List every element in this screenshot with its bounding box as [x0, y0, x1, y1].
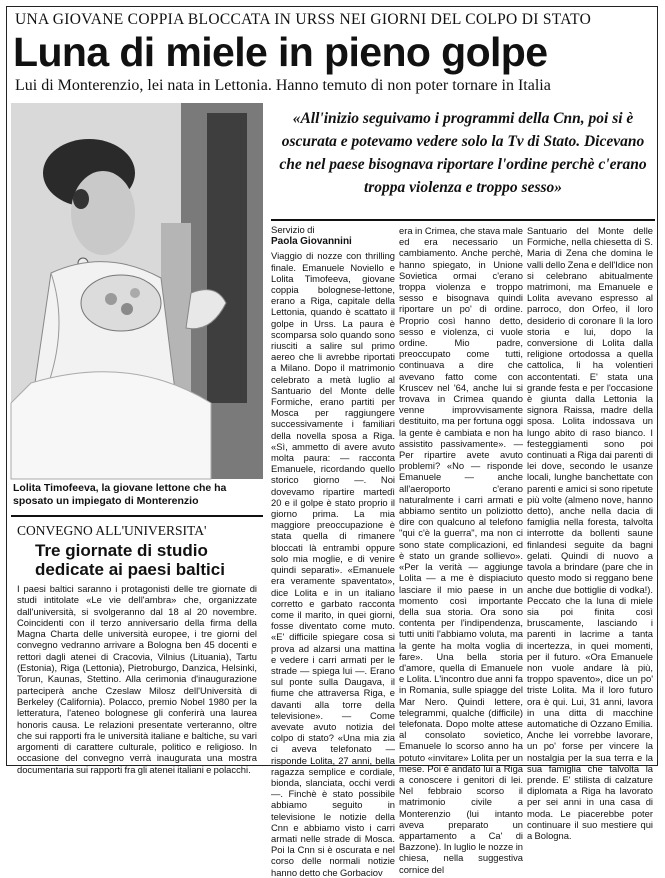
bride-photo — [11, 103, 263, 479]
column-text: era in Crimea, che stava male ed era necessario un cambiamento. Anche perchè, hanno spiegato, in Unione Sovietica ormai c'erano troppa violenza e troppo sesso e bisognava quindi riportare un po' di ordine. Proprio così hanno detto, sesso e violenza, ci vuole ordine. Mio padre, preoccupato come tutti, continuava a dire che avevano fatto come con Kruscev nel '64, anche lui si trovava in Crimea quando venne improvvisamente destituito, ma per fortuna oggi la gente è cambiata e non ha assistito passivamente». — Per ripartire avete avuto problemi? «No — risponde Emanuele — anche all'aeroporto c'erano naturalmente i carri armati e abbiamo sentito un poliziotto dire con qualcuno al telefono "qui c'è la guerra", ma non ci sono state complicazioni, ed è stato un grande sollievo». «Per la verità — aggiunge Lolita — a me è dispiaciuto lasciare il mio paese in un momento così importante della sua storia. Ora sono contenta per l'indipendenza, tutti uniti l'abbiamo voluta, ma la gente ha molta voglia di fare». Una bella storia d'amore, quella di Emanuele e Lolita. L'incontro due anni fa in Romania, sulle spiagge del Mar Nero. Quindi lettere, telegrammi, qualche (difficile) telefonata. Dopo molte attese al consolato sovietico, Emanuele lo scorso anno ha potuto «invitare» Lolita per un mese. Poi è andato lui a Riga a conoscere i genitori di lei. Nel febbraio scorso il matrimonio civile a Monterenzio (lui intanto aveva preparato un appartamento a Ca' di Bazzone). In luglio le nozze in chiesa, nella suggestiva cornice del — [399, 225, 523, 875]
article-kicker: UNA GIOVANE COPPIA BLOCCATA IN URSS NEI GIORNI DEL COLPO DI STATO — [15, 11, 592, 28]
article-column-2 — [399, 225, 523, 875]
sidebar-box — [11, 515, 263, 775]
newspaper-clipping — [6, 6, 658, 878]
pull-quote: «All'inizio seguivamo i programmi della Cnn, poi si è oscurata e potevamo vedere solo la Tv di Stato. Dicevano che nel paese bisognava riportare l'ordine perchè c'erano troppa violenza e troppo sesso» — [279, 110, 647, 196]
sidebar-kicker: CONVEGNO ALL'UNIVERSITA' — [17, 523, 207, 538]
sidebar-title: Tre giornate di studio dedicate ai paesi baltici — [35, 541, 225, 579]
column-text: Viaggio di nozze con thrilling finale. Emanuele Noviello e Lolita Timofeeva, giovane coppia bolognese-lettone, erano a Riga, capitale della Lettonia, quando è scattato il golpe in Urss. La paura è scomparsa solo quando sono riusciti a salire sul primo aereo che li avrebbe riportati a Milano. Dopo il matrimonio celebrato a metà luglio al Santuario del Monte delle Formiche, erano partiti per Mosca per raggiungere successivamente i familiari della novella sposa a Riga. «Sì, ammetto di avere avuto molta paura: — racconta Emanuele, ricordando quello storico giorno —. Noi dovevamo ripartire martedì 20 e il golpe è stato proprio il giorno prima. La mia maggiore preoccupazione è stata quella di rimanere bloccati là entrambi oppure solo mia moglie, e di venire quindi separati». «Emanuele era veramente spaventato», dice Lolita e in un italiano corretto e garbato racconta come il marito, in quei giorni, fosse diventato come muto. «E' difficile spiegare cosa si prova ad alzarsi una mattina e vedere i carri armati per le strade — spiega lui —. Erano sul ponte sulla Daugava, il fiume che attraversa Riga, e davanti alla torre della televisione». — Come avevate avuto notizia del colpo di stato? «Una mia zia ci aveva telefonato — risponde Lolita, 27 anni, bella ragazza semplice e cordiale, bionda, slanciata, occhi verdi —. Finchè è stato possibile abbiamo seguito in televisione le notizie della Cnn e abbiamo visto i carri armati nelle strade di Mosca. Poi la Cnn si è oscurata e nel corso delle normali notizie hanno detto che Gorbaciov — [271, 250, 395, 878]
article-subhead: Lui di Monterenzio, lei nata in Lettonia. Hanno temuto di non poter tornare in Italia — [15, 77, 551, 94]
byline-name: Paola Giovannini — [271, 236, 352, 248]
article-column-1 — [271, 225, 395, 878]
sidebar-body: I paesi baltici saranno i protagonisti delle tre giornate di studi intitolate «Le vie dell'ambra» che, organizzate dall'università, si svolgeranno dal 18 al 20 novembre. Coincidenti con il terzo anniversario della firma della Magna Charta delle università europee, i tre giorni del convegno vedranno arrivare a Bologna ben 45 docenti e rettori dagli atenei di Cracovia, Vilnius (Lituania), Tartu (Estonia), Riga (Lettonia), Pietroburgo, Danzica, Helsinki, Torun, Kaunas, Stettino. Alla cerimonia d'inaugurazione parteciperà anche Czeslaw Milosz dell'Università di Berkeley (California). Polacco, premio Nobel 1980 per la letteratura, l'ateneo bolognese gli conferirà una laurea honoris causa. Le relazioni presentate verteranno, oltre che sui rapporti fra le università italiane e baltiche, su vari argomenti di carattere culturale, politico e religioso. In occasione del convegno verrà inaugurata una mostra documentaria sui rapporti fra gli atenei italiani e polacchi. — [17, 583, 257, 775]
article-column-3 — [527, 225, 653, 841]
photo-caption: Lolita Timofeeva, la giovane lettone che ha sposato un impiegato di Monterenzio — [13, 482, 227, 507]
divider-rule — [271, 219, 655, 221]
byline-label: Servizio di — [271, 225, 315, 236]
article-headline: Luna di miele in pieno golpe — [13, 29, 548, 75]
column-text: Santuario del Monte delle Formiche, nella chiesetta di S. Maria di Zena che domina le valli dello Zena e dell'Idice non si celebrano abitualmente matrimoni, ma Emanuele e Lolita avevano espresso al parroco, don Orfeo, il loro desiderio di coronare lì la loro storia e lui, dopo la conversione di Lolita dalla religione ortodossa a quella cattolica, li ha volentieri accontentati. E' stata una grande festa e per l'occasione è giunta dalla Lettonia la signora Raissa, madre della sposa. Lolita indossava un lungo abito di raso bianco. I festeggiamenti sono poi continuati a Riga dai parenti di lei dove, secondo le usanze locali, lunghe banchettate con parenti e amici si sono ripetute più volte (almeno nove, hanno detto), anche nella dacia di famiglia nella foresta, talvolta interrotte da bollenti saune finlandesi seguite da bagni gelati. Quindi di nuovo a tavola a brindare (pare che in questo modo si reggano bene anche due bottiglie di vodka!). Peccato che la luna di miele sia poi finita così bruscamente, lasciando i parenti in lacrime a tanta incertezza, in quei momenti, per il futuro. «Ora Emanuele non vuole andare là più, troppo spavento», dice un po' triste Lolita. Ma il loro futuro ora è qui. Lui, 31 anni, lavora in una ditta di macchine automatiche di Ozzano Emilia. Anche lei vorrebbe lavorare, un po' forse per vincere la nostalgia per la sua terra e la sua famiglia che talvolta la prende. E' stilista di calzature diplomata a Riga ha lavorato per sei anni in una casa di moda. Le piacerebbe poter continuare il suo mestiere qui a Bologna. — [527, 225, 653, 841]
